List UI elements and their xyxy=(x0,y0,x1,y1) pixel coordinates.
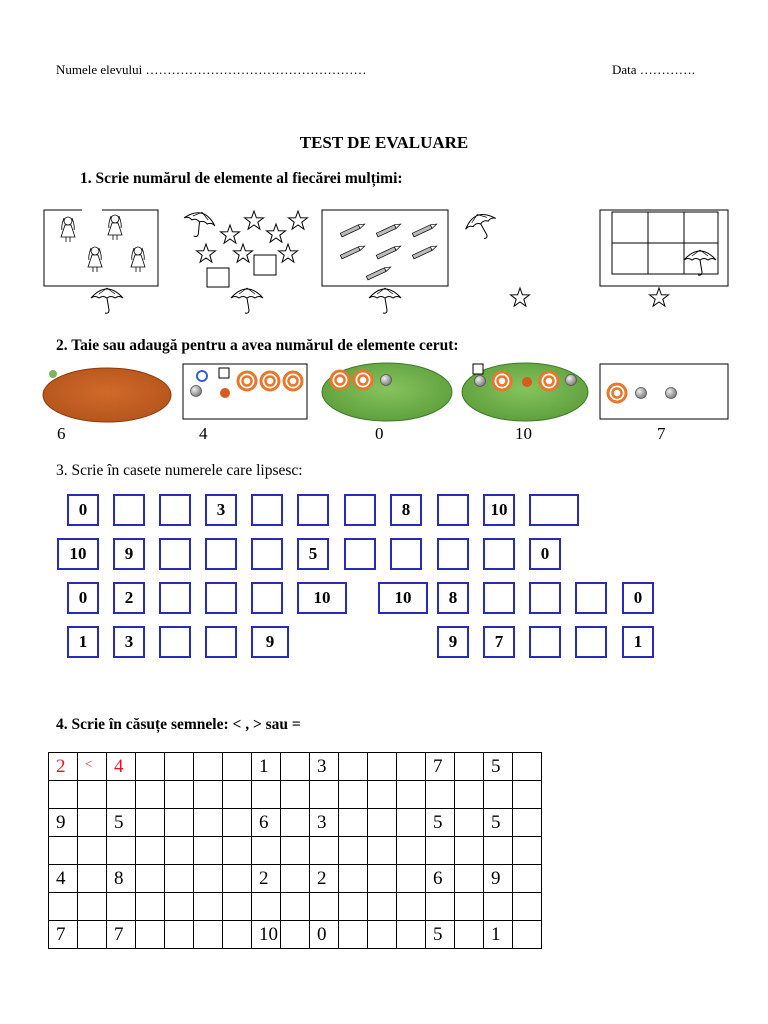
grid-cell[interactable] xyxy=(223,921,252,949)
grid-cell[interactable] xyxy=(484,837,513,865)
number-box[interactable]: 9 xyxy=(113,538,145,570)
grid-cell[interactable] xyxy=(339,753,368,781)
grid-cell[interactable]: 2 xyxy=(49,753,78,781)
grid-cell[interactable]: 4 xyxy=(49,865,78,893)
grid-cell[interactable] xyxy=(513,781,542,809)
grid-cell[interactable] xyxy=(368,893,397,921)
grid-cell[interactable] xyxy=(513,837,542,865)
number-box[interactable]: 1 xyxy=(67,626,99,658)
number-box[interactable] xyxy=(344,494,376,526)
number-box[interactable] xyxy=(529,494,579,526)
number-box[interactable]: 2 xyxy=(113,582,145,614)
q1-instruction: 1. Scrie numărul de elemente al fiecărei mulțimi: xyxy=(80,170,403,187)
grid-cell[interactable] xyxy=(194,781,223,809)
grid-cell[interactable] xyxy=(194,893,223,921)
grid-cell[interactable]: 6 xyxy=(426,865,455,893)
number-box[interactable] xyxy=(251,494,283,526)
grid-cell[interactable] xyxy=(310,893,339,921)
number-box[interactable]: 0 xyxy=(67,494,99,526)
grid-cell[interactable] xyxy=(281,781,310,809)
grid-cell[interactable] xyxy=(78,865,107,893)
grid-cell[interactable] xyxy=(281,921,310,949)
grid-cell[interactable]: 9 xyxy=(484,865,513,893)
number-box[interactable] xyxy=(575,582,607,614)
grid-cell[interactable] xyxy=(78,809,107,837)
grid-cell[interactable] xyxy=(310,837,339,865)
grid-cell[interactable]: 1 xyxy=(484,921,513,949)
grid-cell[interactable] xyxy=(397,781,426,809)
grid-cell[interactable]: 9 xyxy=(49,809,78,837)
grid-cell[interactable] xyxy=(107,781,136,809)
grid-cell[interactable] xyxy=(484,781,513,809)
grid-cell[interactable] xyxy=(194,921,223,949)
number-box[interactable] xyxy=(159,582,191,614)
number-box[interactable] xyxy=(205,582,237,614)
grid-cell[interactable] xyxy=(513,809,542,837)
number-box[interactable]: 5 xyxy=(297,538,329,570)
grid-cell[interactable]: 4 xyxy=(107,753,136,781)
grid-cell[interactable] xyxy=(368,837,397,865)
grid-cell[interactable] xyxy=(397,865,426,893)
grid-cell[interactable] xyxy=(281,753,310,781)
number-box[interactable] xyxy=(205,626,237,658)
grid-cell[interactable] xyxy=(455,781,484,809)
grid-cell[interactable] xyxy=(339,921,368,949)
grid-cell[interactable]: 3 xyxy=(310,753,339,781)
grid-cell[interactable] xyxy=(397,893,426,921)
q2-instruction: 2. Taie sau adaugă pentru a avea numărul de elemente cerut: xyxy=(56,337,459,354)
number-box[interactable] xyxy=(390,538,422,570)
number-box[interactable] xyxy=(113,494,145,526)
number-box[interactable] xyxy=(529,626,561,658)
grid-cell[interactable] xyxy=(107,837,136,865)
grid-cell[interactable] xyxy=(78,893,107,921)
q2-target-1: 6 xyxy=(57,424,66,443)
grid-cell[interactable] xyxy=(78,837,107,865)
grid-cell[interactable] xyxy=(281,865,310,893)
grid-cell[interactable] xyxy=(49,837,78,865)
grid-cell[interactable] xyxy=(223,753,252,781)
number-box[interactable] xyxy=(205,538,237,570)
grid-cell[interactable] xyxy=(78,921,107,949)
grid-cell[interactable]: 7 xyxy=(49,921,78,949)
number-box[interactable] xyxy=(483,538,515,570)
grid-cell[interactable] xyxy=(339,837,368,865)
grid-cell[interactable] xyxy=(194,865,223,893)
grid-cell[interactable] xyxy=(165,893,194,921)
number-box[interactable]: 7 xyxy=(483,626,515,658)
number-box[interactable]: 10 xyxy=(297,582,347,614)
grid-cell[interactable] xyxy=(223,781,252,809)
comparison-grid xyxy=(48,752,542,949)
number-box[interactable]: 8 xyxy=(390,494,422,526)
student-name-label: Numele elevului …………………………………………… xyxy=(56,62,367,77)
grid-cell[interactable]: 6 xyxy=(252,809,281,837)
number-box[interactable]: 10 xyxy=(57,538,99,570)
number-box[interactable]: 1 xyxy=(622,626,654,658)
grid-cell[interactable] xyxy=(513,753,542,781)
grid-cell[interactable]: 7 xyxy=(426,753,455,781)
grid-cell[interactable] xyxy=(426,893,455,921)
number-box[interactable]: 10 xyxy=(378,582,428,614)
grid-cell[interactable] xyxy=(136,753,165,781)
grid-cell[interactable] xyxy=(281,893,310,921)
grid-cell[interactable] xyxy=(136,809,165,837)
grid-cell[interactable] xyxy=(165,781,194,809)
number-box[interactable] xyxy=(529,582,561,614)
grid-cell[interactable] xyxy=(223,837,252,865)
grid-cell[interactable] xyxy=(136,837,165,865)
grid-cell[interactable] xyxy=(397,809,426,837)
grid-cell[interactable]: 5 xyxy=(107,809,136,837)
grid-cell[interactable] xyxy=(368,809,397,837)
grid-cell[interactable] xyxy=(513,893,542,921)
grid-cell[interactable] xyxy=(368,753,397,781)
date-label: Data …………. xyxy=(612,62,696,77)
grid-cell[interactable] xyxy=(136,893,165,921)
grid-cell[interactable] xyxy=(455,753,484,781)
grid-cell[interactable] xyxy=(194,809,223,837)
grid-cell[interactable] xyxy=(165,865,194,893)
q2-target-3: 0 xyxy=(375,424,384,443)
q2-target-5: 7 xyxy=(657,424,666,443)
grid-cell[interactable] xyxy=(107,893,136,921)
grid-cell[interactable] xyxy=(513,865,542,893)
grid-cell[interactable]: 2 xyxy=(252,865,281,893)
q3-instruction: 3. Scrie în casete numerele care lipsesc: xyxy=(56,462,303,479)
number-box[interactable] xyxy=(251,582,283,614)
grid-cell[interactable]: 3 xyxy=(310,809,339,837)
grid-cell[interactable] xyxy=(455,921,484,949)
number-box[interactable] xyxy=(344,538,376,570)
grid-cell[interactable] xyxy=(397,753,426,781)
grid-cell[interactable] xyxy=(339,809,368,837)
number-box[interactable] xyxy=(437,538,469,570)
number-box[interactable]: 9 xyxy=(437,626,469,658)
grid-cell[interactable] xyxy=(252,781,281,809)
number-box[interactable] xyxy=(251,538,283,570)
grid-cell[interactable] xyxy=(223,809,252,837)
grid-cell[interactable] xyxy=(455,865,484,893)
grid-cell[interactable]: 2 xyxy=(310,865,339,893)
grid-cell[interactable] xyxy=(455,809,484,837)
number-box[interactable]: 0 xyxy=(67,582,99,614)
grid-cell[interactable]: 5 xyxy=(484,753,513,781)
grid-cell[interactable]: < xyxy=(78,753,107,781)
grid-cell[interactable] xyxy=(165,837,194,865)
grid-cell[interactable] xyxy=(368,781,397,809)
number-box[interactable]: 9 xyxy=(251,626,289,658)
q2-target-2: 4 xyxy=(199,424,208,443)
grid-cell[interactable] xyxy=(136,921,165,949)
grid-cell[interactable]: 5 xyxy=(426,809,455,837)
q2-figures xyxy=(0,0,768,430)
grid-cell[interactable] xyxy=(426,837,455,865)
number-box[interactable]: 0 xyxy=(529,538,561,570)
grid-cell[interactable]: 10 xyxy=(252,921,281,949)
grid-cell[interactable] xyxy=(78,781,107,809)
number-box[interactable]: 3 xyxy=(205,494,237,526)
grid-cell[interactable] xyxy=(165,753,194,781)
grid-cell[interactable]: 8 xyxy=(107,865,136,893)
grid-cell[interactable] xyxy=(136,865,165,893)
grid-cell[interactable] xyxy=(455,893,484,921)
grid-cell[interactable]: 1 xyxy=(252,753,281,781)
grid-cell[interactable] xyxy=(397,921,426,949)
grid-cell[interactable] xyxy=(368,865,397,893)
grid-cell[interactable] xyxy=(339,865,368,893)
number-box[interactable] xyxy=(159,538,191,570)
number-box[interactable] xyxy=(159,626,191,658)
grid-cell[interactable] xyxy=(136,781,165,809)
grid-cell[interactable] xyxy=(194,753,223,781)
number-box[interactable]: 10 xyxy=(483,494,515,526)
page-title: TEST DE EVALUARE xyxy=(299,133,469,152)
grid-cell[interactable] xyxy=(252,893,281,921)
number-box[interactable] xyxy=(159,494,191,526)
number-box[interactable] xyxy=(437,494,469,526)
grid-cell[interactable] xyxy=(397,837,426,865)
grid-cell[interactable] xyxy=(49,893,78,921)
number-box[interactable]: 3 xyxy=(113,626,145,658)
number-box[interactable] xyxy=(483,582,515,614)
grid-cell[interactable] xyxy=(49,781,78,809)
grid-cell[interactable] xyxy=(223,893,252,921)
grid-cell[interactable] xyxy=(252,837,281,865)
grid-cell[interactable]: 5 xyxy=(484,809,513,837)
grid-cell[interactable]: 0 xyxy=(310,921,339,949)
grid-cell[interactable] xyxy=(339,893,368,921)
grid-cell[interactable] xyxy=(281,809,310,837)
grid-cell[interactable] xyxy=(310,781,339,809)
grid-cell[interactable] xyxy=(165,921,194,949)
grid-cell[interactable] xyxy=(484,893,513,921)
grid-cell[interactable] xyxy=(223,865,252,893)
grid-cell[interactable] xyxy=(368,921,397,949)
grid-cell[interactable] xyxy=(339,781,368,809)
grid-cell[interactable]: 5 xyxy=(426,921,455,949)
grid-cell[interactable] xyxy=(513,921,542,949)
q4-instruction: 4. Scrie în căsuțe semnele: < , > sau = xyxy=(56,716,301,733)
number-box[interactable] xyxy=(297,494,329,526)
number-box[interactable] xyxy=(575,626,607,658)
grid-cell[interactable] xyxy=(281,837,310,865)
number-box[interactable]: 0 xyxy=(622,582,654,614)
number-box[interactable]: 8 xyxy=(437,582,469,614)
grid-cell[interactable] xyxy=(455,837,484,865)
q2-target-4: 10 xyxy=(515,424,532,443)
grid-cell[interactable] xyxy=(165,809,194,837)
grid-cell[interactable]: 7 xyxy=(107,921,136,949)
grid-cell[interactable] xyxy=(426,781,455,809)
grid-cell[interactable] xyxy=(194,837,223,865)
